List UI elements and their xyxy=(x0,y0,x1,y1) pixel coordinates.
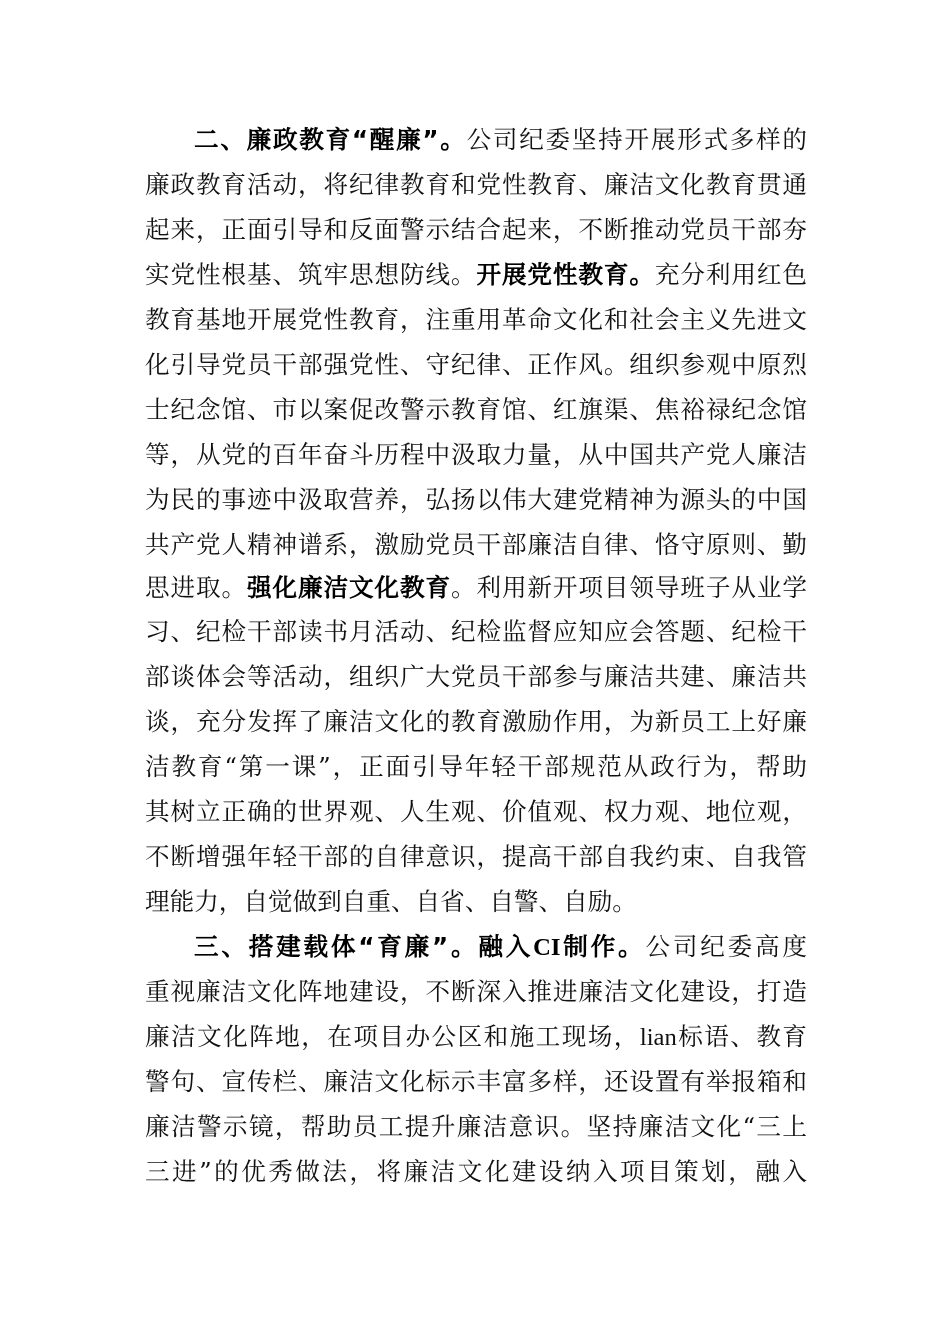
text-run: 。利用新开项目领导班子从业学 xyxy=(450,573,807,602)
paragraph-line: 部谈体会等活动，组织广大党员干部参与廉洁共建、廉洁共 xyxy=(145,662,807,691)
paragraph-line: 共产党人精神谱系，激励党员干部廉洁自律、恪守原则、勤 xyxy=(145,530,807,559)
paragraph-line xyxy=(145,255,807,295)
subsection-heading: 强化廉洁文化教育 xyxy=(246,573,451,602)
section-heading: 二、廉政教育“醒廉”。 xyxy=(194,125,467,154)
paragraph-line: 教育基地开展党性教育，注重用革命文化和社会主义先进文 xyxy=(145,305,807,334)
text-run: 标语、教育 xyxy=(676,1022,807,1051)
paragraph-line xyxy=(145,568,807,608)
text-run: 思进取。 xyxy=(145,573,247,602)
paragraph-line xyxy=(194,927,807,967)
paragraph-line: 不断增强年轻干部的自律意识，提高干部自我约束、自我管 xyxy=(145,842,807,871)
paragraph-line: 起来，正面引导和反面警示结合起来，不断推动党员干部夯 xyxy=(145,215,807,244)
paragraph-line: 三进”的优秀做法，将廉洁文化建设纳入项目策划，融入 xyxy=(145,1157,807,1186)
subsection-heading: 开展党性教育。 xyxy=(476,260,655,289)
paragraph-line: 理能力，自觉做到自重、自省、自警、自励。 xyxy=(145,887,637,916)
subsection-heading: CI xyxy=(533,934,561,961)
paragraph-line: 廉政教育活动，将纪律教育和党性教育、廉洁文化教育贯通 xyxy=(145,170,807,199)
paragraph-line xyxy=(194,120,807,160)
text-run: 实党性根基、筑牢思想防线。 xyxy=(145,260,477,289)
paragraph-line: 为民的事迹中汲取营养，弘扬以伟大建党精神为源头的中国 xyxy=(145,485,807,514)
paragraph-line: 化引导党员干部强党性、守纪律、正作风。组织参观中原烈 xyxy=(145,350,807,379)
text-run: 公司纪委高度 xyxy=(645,932,807,961)
paragraph-line xyxy=(145,1017,807,1057)
text-run: 廉洁文化阵地，在项目办公区和施工现场， xyxy=(145,1022,640,1051)
paragraph-line: 士纪念馆、市以案促改警示教育馆、红旗渠、焦裕禄纪念馆 xyxy=(145,395,807,424)
subsection-heading: 制作。 xyxy=(560,932,646,961)
paragraph-line: 其树立正确的世界观、人生观、价值观、权力观、地位观， xyxy=(145,797,807,826)
subsection-heading: 融入 xyxy=(478,932,534,961)
section-heading: 三、搭建载体“育廉”。 xyxy=(194,932,479,961)
paragraph-line: 警句、宣传栏、廉洁文化标示丰富多样，还设置有举报箱和 xyxy=(145,1067,807,1096)
paragraph-line: 习、纪检干部读书月活动、纪检监督应知应会答题、纪检干 xyxy=(145,617,807,646)
paragraph-line: 廉洁警示镜，帮助员工提升廉洁意识。坚持廉洁文化“三上 xyxy=(145,1112,807,1141)
text-run: 公司纪委坚持开展形式多样的 xyxy=(466,125,807,154)
text-run: 充分利用红色 xyxy=(654,260,807,289)
paragraph-line: 等，从党的百年奋斗历程中汲取力量，从中国共产党人廉洁 xyxy=(145,440,807,469)
paragraph-line: 重视廉洁文化阵地建设，不断深入推进廉洁文化建设，打造 xyxy=(145,977,807,1006)
paragraph-line: 谈，充分发挥了廉洁文化的教育激励作用，为新员工上好廉 xyxy=(145,707,807,736)
text-run: lian xyxy=(639,1024,677,1051)
paragraph-line: 洁教育“第一课”，正面引导年轻干部规范从政行为，帮助 xyxy=(145,752,807,781)
